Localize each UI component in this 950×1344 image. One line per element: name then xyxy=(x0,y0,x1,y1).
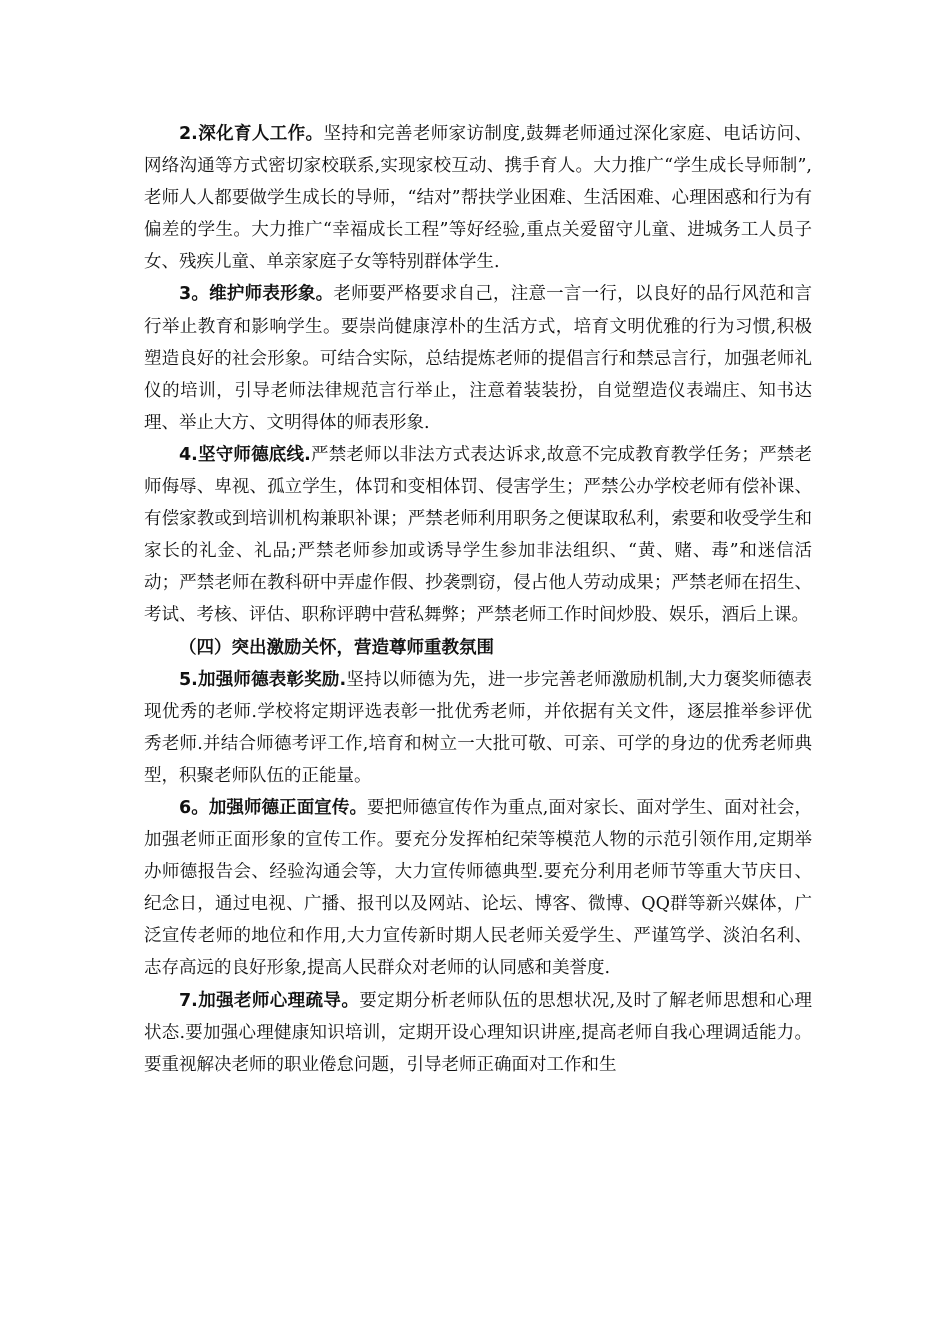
paragraph-lead: 4.坚守师德底线. xyxy=(179,444,311,465)
paragraph-lead: 7.加强老师心理疏导。 xyxy=(179,990,360,1011)
paragraph-body: 严禁老师以非法方式表达诉求,故意不完成教育教学任务；严禁老师侮辱、卑视、孤立学生，体罚和变相体罚、侵害学生；严禁公办学校老师有偿补课、有偿家教或到培训机构兼职补课；严禁老师利用职务之便谋取私利，索要和收受学生和家长的礼金、礼品;严禁老师参加或诱导学生参加非法组织、“黄、赌、毒”和迷信活动；严禁老师在教科研中弄虚作假、抄袭剽窃，侵占他人劳动成果；严禁老师在招生、考试、考核、评估、职称评聘中营私舞弊；严禁老师工作时间炒股、娱乐，酒后上课。 xyxy=(144,444,812,626)
paragraph-deepen-education xyxy=(144,118,812,278)
paragraph-ethics-awards xyxy=(144,664,812,792)
paragraph-lead: 5.加强师德表彰奖励. xyxy=(179,669,347,690)
paragraph-ethics-publicity xyxy=(144,792,812,985)
document-page xyxy=(144,118,812,1081)
paragraph-body: 要把师德宣传作为重点,面对家长、面对学生、面对社会，加强老师正面形象的宣传工作。要充分发挥柏纪荣等模范人物的示范引领作用,定期举办师德报告会、经验沟通会等，大力宣传师德典型.要充分利用老师节等重大节庆日、纪念日，通过电视、广播、报刊以及网站、论坛、博客、微博、QQ群等新兴媒体，广泛宣传老师的地位和作用,大力宣传新时期人民老师关爱学生、严谨笃学、淡泊名利、志存高远的良好形象,提高人民群众对老师的认同感和美誉度. xyxy=(144,797,813,979)
paragraph-body: 要定期分析老师队伍的思想状况,及时了解老师思想和心理状态.要加强心理健康知识培训，定期开设心理知识讲座,提高老师自我心理调适能力。要重视解决老师的职业倦怠问题，引导老师正确面对工作和生 xyxy=(144,990,813,1075)
paragraph-teacher-image xyxy=(144,278,812,438)
section-heading: （四）突出激励关怀，营造尊师重教氛围 xyxy=(179,637,494,658)
paragraph-psychological-guidance xyxy=(144,985,812,1081)
paragraph-body: 坚持以师德为先，进一步完善老师激励机制,大力褒奖师德表现优秀的老师.学校将定期评选表彰一批优秀老师，并依据有关文件，逐层推举参评优秀老师.并结合师德考评工作,培育和树立一大批可敬、可亲、可学的身边的优秀老师典型，积聚老师队伍的正能量。 xyxy=(144,669,812,786)
paragraph-body: 老师要严格要求自己，注意一言一行，以良好的品行风范和言行举止教育和影响学生。要崇尚健康淳朴的生活方式，培育文明优雅的行为习惯,积极塑造良好的社会形象。可结合实际，总结提炼老师的提倡言行和禁忌言行，加强老师礼仪的培训，引导老师法律规范言行举止，注意着装装扮，自觉塑造仪表端庄、知书达理、举止大方、文明得体的师表形象. xyxy=(144,284,813,433)
paragraph-lead: 2.深化育人工作。 xyxy=(179,124,324,144)
paragraph-lead: 6。加强师德正面宣传。 xyxy=(179,797,368,818)
paragraph-ethics-bottom-line xyxy=(144,439,812,632)
paragraph-body: 坚持和完善老师家访制度,鼓舞老师通过深化家庭、电话访问、网络沟通等方式密切家校联系,实现家校互动、携手育人。大力推广“学生成长导师制”,老师人人都要做学生成长的导师，“结对”帮扶学业困难、生活困难、心理困惑和行为有偏差的学生。大力推广“幸福成长工程”等好经验,重点关爱留守儿童、进城务工人员子女、残疾儿童、单亲家庭子女等特别群体学生. xyxy=(144,124,812,273)
paragraph-lead: 3。维护师表形象。 xyxy=(179,284,334,305)
